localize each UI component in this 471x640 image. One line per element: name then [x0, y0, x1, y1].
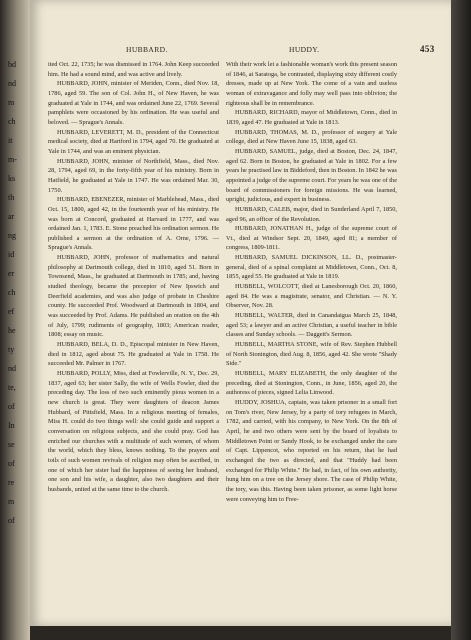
entry-paragraph: HUBBELL, WALTER, died in Canandaigua March 25, 1848, aged 53; a lawyer and an active Christian, a useful teacher in bible classes and Sunday schools. — Daggett's Sermon. — [226, 312, 397, 339]
entry-paragraph: HUBBARD, CALEB, major, died in Sunderland April 7, 1850, aged 96, an officer of the Revolution. — [226, 205, 397, 223]
prev-page-fragment: nd — [8, 364, 16, 373]
entry-paragraph: HUBBARD, POLLY, Miss, died at Fowlerville, N. Y., Dec. 29, 1837, aged 63; her sister Sally, the wife of Wells Fowler, died the preceding day. The loss of two such eminently pious women in a new church is great. They were daughters of deacon James Hubbard, of Pittsfield, Mass. In a religious meeting of females, Miss H. could do two things well: she could guide and support a conversation on religious subjects, and she could pray. God has enriched our churches with a multitude of such women, of whom the world, which they bless, knows nothing. To the prayers and toils of such women revivals of religion may often be ascribed, in one of which her sister had the happiness of seeing her husband, one son and his wife, a daughter, also two daughters and their husbands, united at the same time to the church. — [48, 370, 219, 493]
prev-page-fragment: ks — [8, 174, 16, 183]
prev-page-fragment: re — [8, 478, 15, 487]
entry-paragraph: HUBBARD, LEVERETT, M. D., president of the Connecticut medical society, died at Hartford in 1794, aged 70. He graduated at Yale in 1744, and was an eminent physician. — [48, 128, 219, 155]
prev-page-fragment: m — [8, 98, 15, 107]
entry-paragraph: HUBBARD, SAMUEL DICKINSON, LL. D., postmaster-general, died of a spinal complaint at Middletown, Conn., Oct. 8, 1855, aged 55. He graduated at Yale in 1819. — [226, 254, 397, 281]
prev-page-fragment: th — [8, 193, 15, 202]
entry-paragraph: ited Oct. 22, 1735; he was dismissed in 1764. John Keep succeeded him. He had a sound mind, and was active and lively. — [48, 61, 219, 78]
prev-page-fragment: nd — [8, 79, 16, 88]
entry-paragraph: HUBBELL, MARTHA STONE, wife of Rev. Stephen Hubbell of North Stonington, died Aug. 8, 1856, aged 42. She wrote "Shady Side." — [226, 341, 397, 368]
prev-page-fragment: m- — [8, 155, 17, 164]
entry-paragraph: HUBBARD, RICHARD, mayor of Middletown, Conn., died in 1839, aged 47. He graduated at Yale in 1813. — [226, 109, 397, 126]
page-number: 453 — [420, 44, 435, 54]
left-column — [48, 60, 219, 620]
prev-page-fragment: ty — [8, 345, 15, 354]
prev-page-fragment: of — [8, 516, 15, 525]
prev-page-fragment: In — [8, 421, 15, 430]
prev-page-fragment: it — [8, 136, 13, 145]
bottom-edge — [30, 626, 451, 640]
header-left: HUBBARD. — [126, 45, 168, 54]
entry-paragraph: HUBBARD, BELA, D. D., Episcopal minister in New Haven, died in 1812, aged about 75. He graduated at Yale in 1758. He succeeded Mr. Palmer in 1767. — [48, 341, 219, 368]
prev-page-fragment: ch — [8, 288, 16, 297]
prev-page-fragment: of — [8, 459, 15, 468]
running-header — [30, 45, 451, 57]
prev-page-fragment: bd — [8, 60, 16, 69]
prev-page-fragment: ng — [8, 231, 16, 240]
prev-page-fragment: he — [8, 326, 16, 335]
prev-page-fragment: te, — [8, 383, 16, 392]
header-center: HUDDY. — [289, 45, 320, 54]
page-edge-shadow — [451, 0, 471, 640]
prev-page-fragment: ef — [8, 307, 15, 316]
entry-paragraph: With their work let a fashionable woman's work this present season of 1846, at Saratoga, be contrasted, displaying sixty different costly dresses, made up at New York. The come of a vain and useless woman of extravagance and folly may well pass into oblivion; the righteous shall be in remembrance. — [226, 61, 397, 107]
entry-paragraph: HUBBARD, JONATHAN H., judge of the supreme court of Vt., died at Windsor Sept. 20, 1849, aged 81; a member of congress, 1809-1811. — [226, 225, 397, 252]
prev-page-fragment: se — [8, 440, 15, 449]
entry-paragraph: HUDDY, JOSHUA, captain, was taken prisoner in a small fort on Tom's river, New Jersey, by a party of tory refugees in March, 1782, and carried, with his company, to New York. On the 8th of April, he and two others were sent by the board of loyalists to Middletown Point or Sandy Hook, to be exchanged under the care of Capt. Lippencot, who reported on his return, that he had exchanged the two as directed, and that "Huddy had been exchanged for Philip White." He had, in fact, of his own authority, hung him on a tree on the Jersey shore. The case of Philip White, the tory, was this. Having been taken prisoner, as some light horse were conveying him to Free- — [226, 398, 397, 503]
entry-paragraph: HUBBELL, MARY ELIZABETH, the only daughter of the preceding, died at Stonington, Conn., in June, 1856, aged 20, the authoress of pieces, signed Lelia Linwood. — [226, 370, 397, 397]
right-column — [226, 60, 397, 620]
prev-page-fragment: of — [8, 402, 15, 411]
entry-paragraph: HUBBARD, JOHN, professor of mathematics and natural philosophy at Dartmouth college, died in 1810, aged 51. Born in Townsend, Mass., he graduated at Dartmouth in 1785; and, having studied theology, became the preceptor of New Ipswich and Deerfield academies, and was also judge of probate in Cheshire county. He succeeded Prof. Woodward at Dartmouth in 1804, and was succeeded by Prof. Adams. He published an oration on the 4th of July, 1799; rudiments of geography, 1803; American reader, 1808; essay on music. — [48, 254, 219, 339]
entry-paragraph: HUBBARD, JOHN, minister of Northfield, Mass., died Nov. 28, 1794, aged 69, in the forty-fifth year of his ministry. Born in Hatfield, he graduated at Yale in 1747. He was ordained Mar. 30, 1750. — [48, 157, 219, 194]
prev-page-fragment: ch — [8, 117, 16, 126]
prev-page-fragment: ar — [8, 212, 15, 221]
prev-page-fragment: m — [8, 497, 15, 506]
entry-paragraph: HUBBARD, THOMAS, M. D., professor of surgery at Yale college, died at New Haven June 15, 1838, aged 63. — [226, 128, 397, 146]
prev-page-fragment: er — [8, 269, 15, 278]
previous-page-edge — [0, 0, 30, 640]
entry-paragraph: HUBBARD, JOHN, minister of Meriden, Conn., died Nov. 18, 1786, aged 59. The son of Col. John H., of New Haven, he was graduated at Yale in 1744, and was ordained June 22, 1769. Several pamphlets were occasioned by his ordination. He was useful and beloved. — Sprague's Annals. — [48, 80, 219, 126]
prev-page-fragment: id — [8, 250, 15, 259]
entry-paragraph: HUBBARD, EBENEZER, minister of Marblehead, Mass., died Oct. 15, 1800, aged 42, in the fourteenth year of his ministry. He was born at Concord, graduated at Harvard in 1777, and was ordained Jan. 1, 1783. E. Stone preached his ordination sermon. He published a sermon at the ordination of A. Orne, 1796. — Sprague's Annals. — [48, 196, 219, 252]
entry-paragraph: HUBBELL, WOLCOTT, died at Lanesborough Oct. 20, 1860, aged 84. He was a magistrate, senator, and Christian. — N. Y. Observer, Nov. 28. — [226, 283, 397, 310]
entry-paragraph: HUBBARD, SAMUEL, judge, died at Boston, Dec. 24, 1847, aged 62. Born in Boston, he graduated at Yale in 1802. For a few years he practised law in Biddeford, then in Boston. In 1842 he was appointed a judge of the supreme court. For years he was one of the board of commissioners for foreign missions. He was learned, upright, judicious, and expert in business. — [226, 147, 397, 204]
